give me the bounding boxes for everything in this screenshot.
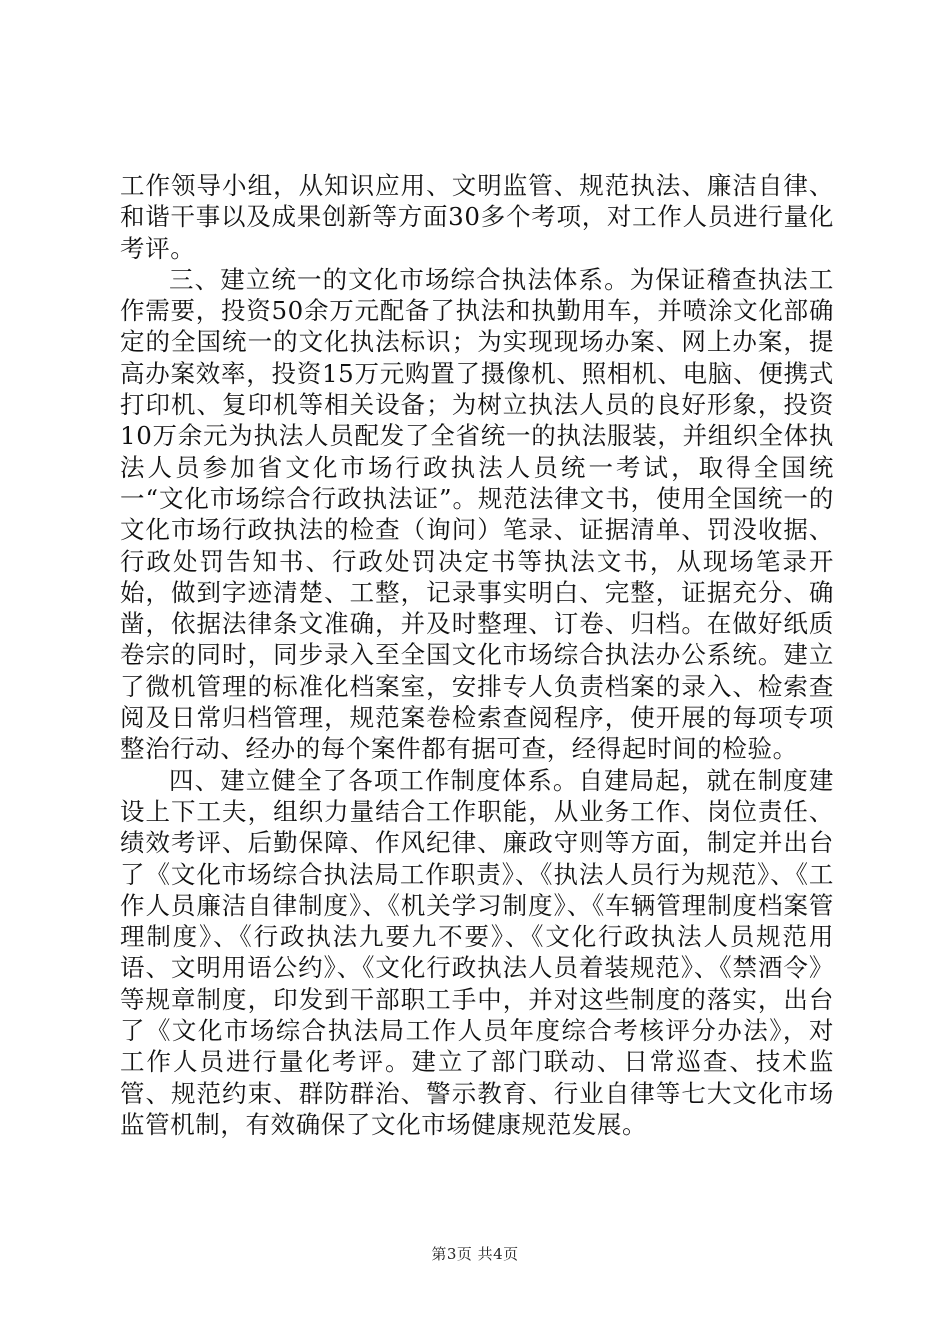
document-body <box>120 170 834 1140</box>
page-footer: 第3页 共4页 <box>431 1245 519 1263</box>
paragraph-3: 四、建立健全了各项工作制度体系。自建局起，就在制度建设上下工夫，组织力量结合工作职能，从业务工作、岗位责任、绩效考评、后勤保障、作风纪律、廉政守则等方面，制定并出台了《文化市场综合执法局工作职责》、《执法人员行为规范》、《工作人员廉洁自律制度》、《机关学习制度》、《车辆管理制度档案管理制度》、《行政执法九要九不要》、《文化行政执法人员规范用语、文明用语公约》、《文化行政执法人员着装规范》、《禁酒令》等规章制度，印发到干部职工手中，并对这些制度的落实，出台了《文化市场综合执法局工作人员年度综合考核评分办法》，对工作人员进行量化考评。建立了部门联动、日常巡查、技术监管、规范约束、群防群治、警示教育、行业自律等七大文化市场监管机制，有效确保了文化市场健康规范发展。 <box>120 765 834 1139</box>
paragraph-2: 三、建立统一的文化市场综合执法体系。为保证稽查执法工作需要，投资50余万元配备了执法和执勤用车，并喷涂文化部确定的全国统一的文化执法标识；为实现现场办案、网上办案，提高办案效率，投资15万元购置了摄像机、照相机、电脑、便携式打印机、复印机等相关设备；为树立执法人员的良好形象，投资10万余元为执法人员配发了全省统一的执法服装，并组织全体执法人员参加省文化市场行政执法人员统一考试，取得全国统一“文化市场综合行政执法证”。规范法律文书，使用全国统一的文化市场行政执法的检查（询问）笔录、证据清单、罚没收据、行政处罚告知书、行政处罚决定书等执法文书，从现场笔录开始，做到字迹清楚、工整，记录事实明白、完整，证据充分、确凿，依据法律条文准确，并及时整理、订卷、归档。在做好纸质卷宗的同时，同步录入至全国文化市场综合执法办公系统。建立了微机管理的标准化档案室，安排专人负责档案的录入、检索查阅及日常归档管理，规范案卷检索查阅程序，使开展的每项专项整治行动、经办的每个案件都有据可查，经得起时间的检验。 <box>120 264 834 764</box>
paragraph-1: 工作领导小组，从知识应用、文明监管、规范执法、廉洁自律、和谐干事以及成果创新等方面30多个考项，对工作人员进行量化考评。 <box>120 171 834 263</box>
